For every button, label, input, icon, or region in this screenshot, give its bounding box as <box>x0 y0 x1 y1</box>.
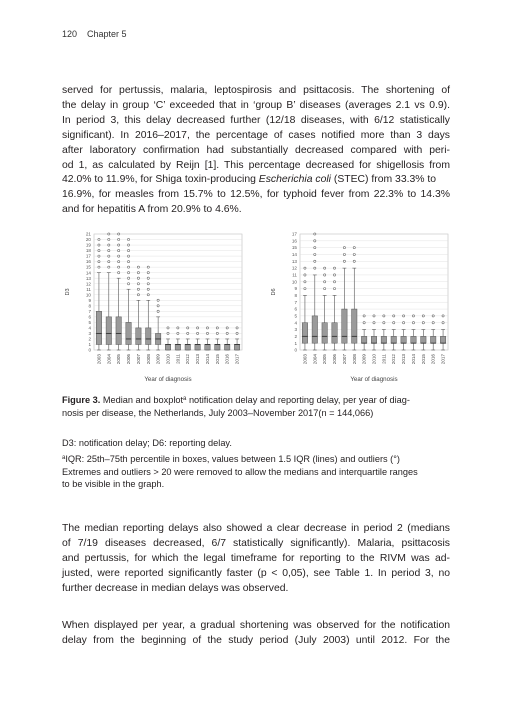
box-2008 <box>352 309 357 343</box>
outlier-2005 <box>118 255 120 257</box>
y-tick-label: 4 <box>294 320 297 326</box>
outlier-2004 <box>314 253 316 255</box>
outlier-2017 <box>442 322 444 324</box>
x-tick-label: 2004 <box>106 354 112 365</box>
outlier-2017 <box>236 332 238 334</box>
outlier-2007 <box>137 294 139 296</box>
body-paragraph-1 <box>62 84 450 218</box>
text-fragment: 42.0% to 11.9%, for Shiga toxin-producing <box>62 174 259 186</box>
y-tick-label: 7 <box>294 299 297 305</box>
y-tick-label: 12 <box>85 281 91 287</box>
outlier-2014 <box>412 322 414 324</box>
outlier-2008 <box>353 260 355 262</box>
text-line: of 7/19 diseases decreased, 6/7 statistically significantly). Malaria, psittacosis <box>62 537 450 549</box>
outlier-2008 <box>147 272 149 274</box>
y-tick-label: 20 <box>85 237 91 243</box>
y-tick-label: 3 <box>88 331 91 337</box>
outlier-2003 <box>304 274 306 276</box>
outlier-2014 <box>206 332 208 334</box>
y-tick-label: 0 <box>294 347 297 353</box>
x-tick-label: 2008 <box>351 354 357 365</box>
x-tick-label: 2017 <box>440 354 446 365</box>
box-2003 <box>302 323 307 343</box>
text-fragment: (STEC) from 33.3% to <box>333 174 437 186</box>
outlier-2005 <box>118 272 120 274</box>
outlier-2004 <box>314 267 316 269</box>
x-tick-label: 2015 <box>214 354 220 365</box>
x-tick-label: 2017 <box>234 354 240 365</box>
outlier-2005 <box>118 249 120 251</box>
outlier-2007 <box>137 277 139 279</box>
outlier-2006 <box>127 261 129 263</box>
text-line: The median reporting delays also showed a clear decrease in period 2 (medians <box>62 523 450 534</box>
outlier-2008 <box>147 266 149 268</box>
box-2013 <box>401 336 406 343</box>
outlier-2007 <box>137 266 139 268</box>
text-line: and for hepatitis A from 20.9% to 4.6%. <box>62 204 242 216</box>
text-line: after laboratory confirmation had substantially decreased compared with peri- <box>62 144 450 156</box>
x-tick-label: 2006 <box>126 354 132 365</box>
x-tick-label: 2006 <box>332 354 338 365</box>
y-tick-label: 12 <box>291 265 297 271</box>
footnote-text: ) <box>396 454 400 464</box>
outlier-2009 <box>157 310 159 312</box>
outlier-2005 <box>324 274 326 276</box>
y-tick-label: 10 <box>291 279 297 285</box>
outlier-2015 <box>422 322 424 324</box>
outlier-2004 <box>108 261 110 263</box>
y-tick-label: 15 <box>85 264 91 270</box>
outlier-2016 <box>432 322 434 324</box>
text-line: significant). In 2016–2017, the percentage of cases notified more than 3 days <box>62 129 450 141</box>
outlier-2007 <box>343 260 345 262</box>
text-line: and pertussis, for which the legal timeframe for reporting to the RIVM was ad- <box>62 552 450 564</box>
outlier-2007 <box>343 253 345 255</box>
y-tick-label: 1 <box>88 342 91 348</box>
text-line: delay from the beginning of the study period (July 2003) until 2012. For the <box>62 634 450 646</box>
outlier-2010 <box>373 322 375 324</box>
y-tick-label: 3 <box>294 327 297 333</box>
y-tick-label: 6 <box>294 306 297 312</box>
y-tick-label: 2 <box>88 336 91 342</box>
body-paragraph-2 <box>62 522 450 597</box>
y-tick-label: 4 <box>88 325 91 331</box>
outlier-2006 <box>127 277 129 279</box>
box-2013 <box>195 344 200 350</box>
outlier-2004 <box>108 238 110 240</box>
running-header <box>62 29 127 39</box>
box-2004 <box>106 317 111 345</box>
y-tick-label: 1 <box>294 340 297 346</box>
outlier-2011 <box>383 315 385 317</box>
outlier-2003 <box>98 238 100 240</box>
x-tick-label: 2011 <box>175 354 181 364</box>
y-tick-label: 5 <box>88 319 91 325</box>
outlier-2003 <box>98 244 100 246</box>
y-tick-label: 16 <box>291 238 297 244</box>
outlier-2005 <box>324 267 326 269</box>
box-2011 <box>381 336 386 343</box>
outlier-2006 <box>333 274 335 276</box>
box-2006 <box>126 322 131 344</box>
outlier-2008 <box>147 283 149 285</box>
box-2010 <box>371 336 376 343</box>
outlier-2006 <box>127 255 129 257</box>
outlier-2017 <box>442 315 444 317</box>
y-tick-label: 13 <box>85 275 91 281</box>
y-tick-label: 18 <box>85 248 91 254</box>
outlier-2004 <box>108 233 110 235</box>
outlier-2012 <box>187 327 189 329</box>
x-tick-label: 2003 <box>96 354 102 365</box>
box-2015 <box>421 336 426 343</box>
outlier-2003 <box>98 266 100 268</box>
x-tick-label: 2005 <box>116 354 122 365</box>
box-2016 <box>224 344 229 350</box>
figure-abbreviations <box>62 437 450 450</box>
box-2003 <box>96 311 101 344</box>
x-tick-label: 2012 <box>185 354 191 365</box>
outlier-2015 <box>422 315 424 317</box>
figure-label: Figure 3. <box>62 395 101 405</box>
outlier-2011 <box>177 332 179 334</box>
outlier-2010 <box>167 327 169 329</box>
outlier-2005 <box>118 238 120 240</box>
y-tick-label: 15 <box>291 245 297 251</box>
box-2007 <box>136 328 141 345</box>
italic-term: Escherichia coli <box>258 174 331 186</box>
x-tick-label: 2010 <box>371 354 377 365</box>
x-tick-label: 2003 <box>302 354 308 365</box>
x-tick-label: 2005 <box>322 354 328 365</box>
y-tick-label: 16 <box>85 259 91 265</box>
outlier-2005 <box>324 281 326 283</box>
footnote-line: Extremes and outliers > 20 were removed to allow the medians and interquartile ranges <box>62 466 418 477</box>
text-line: When displayed per year, a gradual shortening was observed for the notification <box>62 620 450 631</box>
outlier-2016 <box>432 315 434 317</box>
outlier-2005 <box>118 233 120 235</box>
outlier-2014 <box>412 315 414 317</box>
abbrev-line: D3: notification delay; D6: reporting delay. <box>62 438 232 448</box>
caption-text: Median and boxplot <box>100 395 184 405</box>
outlier-2013 <box>197 332 199 334</box>
y-tick-label: 2 <box>294 333 297 339</box>
outlier-2006 <box>127 266 129 268</box>
text-line: 16.9%, for measles from 15.7% to 12.5%, for typhoid fever from 22.3% to 14.3% <box>62 189 450 201</box>
y-tick-label: 9 <box>88 297 91 303</box>
x-tick-label: 2011 <box>381 354 387 364</box>
y-axis-label: D3 <box>65 288 71 296</box>
y-tick-label: 8 <box>294 293 297 299</box>
text-line: served for pertussis, malaria, leptospirosis and psittacosis. The shortening of <box>62 85 450 96</box>
y-tick-label: 21 <box>85 231 91 237</box>
boxplot-d3-svg <box>62 228 248 388</box>
y-tick-label: 14 <box>85 270 91 276</box>
boxplot-panel-d6 <box>268 228 454 388</box>
x-tick-label: 2016 <box>224 354 230 365</box>
outlier-2003 <box>98 249 100 251</box>
y-tick-label: 17 <box>85 253 91 259</box>
outlier-2006 <box>333 287 335 289</box>
outlier-2009 <box>157 299 159 301</box>
x-tick-label: 2009 <box>361 354 367 365</box>
y-tick-label: 17 <box>291 231 297 237</box>
box-2012 <box>391 336 396 343</box>
outlier-2008 <box>353 253 355 255</box>
box-2016 <box>430 336 435 343</box>
x-tick-label: 2015 <box>420 354 426 365</box>
x-tick-label: 2010 <box>165 354 171 365</box>
outlier-2005 <box>324 287 326 289</box>
caption-text: notification delay and reporting delay, per year of diag- <box>186 395 410 405</box>
x-tick-label: 2007 <box>341 354 347 365</box>
outlier-marker-symbol: ° <box>393 454 397 464</box>
x-tick-label: 2014 <box>410 354 416 365</box>
outlier-2014 <box>206 327 208 329</box>
y-tick-label: 11 <box>292 272 297 278</box>
box-2009 <box>361 336 366 343</box>
outlier-2008 <box>353 247 355 249</box>
outlier-2003 <box>98 255 100 257</box>
outlier-2007 <box>137 288 139 290</box>
y-tick-label: 13 <box>291 258 297 264</box>
y-tick-label: 8 <box>88 303 91 309</box>
x-tick-label: 2004 <box>312 354 318 365</box>
outlier-2010 <box>167 332 169 334</box>
box-2004 <box>312 316 317 343</box>
outlier-2005 <box>118 261 120 263</box>
outlier-2003 <box>304 267 306 269</box>
footnote-line: to be visible in the graph. <box>62 479 165 490</box>
outlier-2013 <box>403 315 405 317</box>
outlier-2007 <box>137 272 139 274</box>
outlier-2015 <box>216 332 218 334</box>
box-2005 <box>116 317 121 345</box>
y-tick-label: 11 <box>86 286 91 292</box>
outlier-2007 <box>343 247 345 249</box>
outlier-2009 <box>363 322 365 324</box>
outlier-2012 <box>393 315 395 317</box>
box-2014 <box>411 336 416 343</box>
outlier-2006 <box>333 267 335 269</box>
boxplot-d6-svg <box>268 228 454 388</box>
figure-footnote <box>62 453 450 491</box>
x-tick-label: 2014 <box>204 354 210 365</box>
outlier-2016 <box>226 327 228 329</box>
outlier-2004 <box>108 266 110 268</box>
footnote-line <box>62 453 450 466</box>
y-tick-label: 14 <box>291 252 297 258</box>
box-2010 <box>165 344 170 350</box>
text-line: od 1, as calculated by Reijn [1]. This percentage decreased for shigellosis from <box>62 159 450 171</box>
outlier-2006 <box>127 244 129 246</box>
y-tick-label: 6 <box>88 314 91 320</box>
x-axis-label: Year of diagnosis <box>350 376 398 383</box>
y-tick-label: 9 <box>294 286 297 292</box>
y-tick-label: 7 <box>88 308 91 314</box>
box-2008 <box>146 328 151 345</box>
y-tick-label: 0 <box>88 347 91 353</box>
outlier-2004 <box>314 233 316 235</box>
outlier-2015 <box>216 327 218 329</box>
figure-caption <box>62 394 450 419</box>
footnote-text: IQR: 25th–75th percentile in boxes, values between 1.5 IQR (lines) and outliers ( <box>65 454 394 464</box>
y-tick-label: 19 <box>85 242 91 248</box>
outlier-2006 <box>127 238 129 240</box>
outlier-2003 <box>304 287 306 289</box>
caption-sup: a <box>183 396 187 402</box>
x-axis-label: Year of diagnosis <box>144 376 192 383</box>
footnote-sup: a <box>62 455 66 461</box>
x-tick-label: 2009 <box>155 354 161 365</box>
outlier-2006 <box>127 283 129 285</box>
boxplot-panel-d3 <box>62 228 248 388</box>
box-2005 <box>322 323 327 343</box>
text-line: In period 3, this delay decreased further (12/18 diseases, with 6/12 statistically <box>62 114 450 126</box>
outlier-2012 <box>187 332 189 334</box>
y-axis-label: D6 <box>271 288 277 296</box>
outlier-2010 <box>373 315 375 317</box>
box-2017 <box>234 344 239 350</box>
outlier-2004 <box>314 247 316 249</box>
outlier-2004 <box>108 244 110 246</box>
figure-3 <box>62 228 450 388</box>
outlier-2013 <box>197 327 199 329</box>
outlier-2008 <box>147 277 149 279</box>
outlier-2005 <box>118 244 120 246</box>
outlier-2013 <box>403 322 405 324</box>
outlier-2007 <box>137 283 139 285</box>
x-tick-label: 2013 <box>401 354 407 365</box>
outlier-2006 <box>127 272 129 274</box>
outlier-2009 <box>157 305 159 307</box>
outlier-2011 <box>383 322 385 324</box>
outlier-2012 <box>393 322 395 324</box>
outlier-2009 <box>363 315 365 317</box>
outlier-2006 <box>333 281 335 283</box>
x-tick-label: 2007 <box>135 354 141 365</box>
y-tick-label: 10 <box>85 292 91 298</box>
chapter-label: Chapter 5 <box>87 29 127 39</box>
x-tick-label: 2016 <box>430 354 436 365</box>
outlier-2017 <box>236 327 238 329</box>
outlier-2004 <box>314 260 316 262</box>
caption-line <box>62 394 450 407</box>
box-2012 <box>185 344 190 350</box>
outlier-2004 <box>314 240 316 242</box>
box-2007 <box>342 309 347 343</box>
body-paragraph-3 <box>62 619 450 649</box>
text-line: further decrease in median delays was observed. <box>62 582 289 594</box>
text-line: justed, were reported significantly faster (p < 0,05), see Table 1. In period 3, no <box>62 567 450 579</box>
outlier-2008 <box>147 288 149 290</box>
x-tick-label: 2013 <box>195 354 201 365</box>
box-2006 <box>332 323 337 343</box>
text-line <box>62 173 450 188</box>
box-2011 <box>175 344 180 350</box>
outlier-2006 <box>127 249 129 251</box>
outlier-2005 <box>118 266 120 268</box>
outlier-2003 <box>98 261 100 263</box>
caption-line: nosis per disease, the Netherlands, July 2003–November 2017(n = 144,066) <box>62 407 374 418</box>
y-tick-label: 5 <box>294 313 297 319</box>
outlier-2004 <box>108 255 110 257</box>
outlier-2011 <box>177 327 179 329</box>
outlier-2004 <box>108 249 110 251</box>
box-2017 <box>440 336 445 343</box>
outlier-2016 <box>226 332 228 334</box>
box-2015 <box>215 344 220 350</box>
box-2014 <box>205 344 210 350</box>
text-line: the delay in group ‘C’ exceeded that in ‘group B’ diseases (averages 2.1 vs 0.9). <box>62 99 450 111</box>
x-tick-label: 2012 <box>391 354 397 365</box>
outlier-2003 <box>304 281 306 283</box>
outlier-2008 <box>147 294 149 296</box>
page-number: 120 <box>62 29 78 39</box>
x-tick-label: 2008 <box>145 354 151 365</box>
